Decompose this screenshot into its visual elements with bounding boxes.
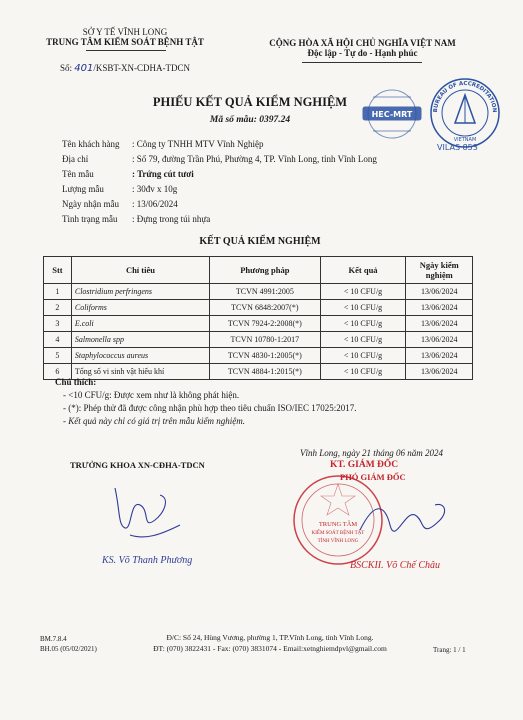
cell-result: < 10 CFU/g [320,364,406,380]
notes [55,376,356,428]
sign-date: Vĩnh Long, ngày 21 tháng 06 năm 2024 [300,448,443,458]
form-info [40,634,97,654]
info-value: : Công ty TNHH MTV Vĩnh Nghiệp [132,138,264,149]
col-header-date: Ngày kiểm nghiệm [406,257,473,284]
info-value: : 13/06/2024 [132,198,178,209]
info-value: : Đựng trong túi nhựa [132,213,211,224]
notes-title: Chú thích: [55,377,97,387]
stamp-line: TỈNH VĨNH LONG [317,539,359,544]
national-motto: Độc lập - Tự do - Hạnh phúc [307,48,418,58]
info-label: Ngày nhận mẫu [62,198,119,209]
info-label: Tên mẫu [62,168,94,179]
col-header-indicator: Chỉ tiêu [71,257,209,284]
cell-stt: 2 [44,300,72,316]
vilas-code: VILAS 853 [437,143,478,152]
info-value: : 30đv x 10g [132,183,178,194]
cell-date: 13/06/2024 [406,284,473,300]
ministry-name: SỞ Y TẾ VĨNH LONG [82,27,168,37]
header-left [40,27,210,47]
left-signature [100,480,190,550]
info-label: Địa chỉ [62,153,89,164]
cell-method: TCVN 6848:2007(*) [210,300,321,316]
cell-indicator: Staphylococcus aureus [71,348,209,364]
table-header-row [44,257,473,284]
cell-indicator: Clostridium perfringens [71,284,209,300]
info-label: Tên khách hàng [62,138,120,149]
info-sample-name [62,166,482,181]
table-row [44,300,473,316]
results-table [43,256,473,380]
cell-date: 13/06/2024 [406,364,473,380]
info-received-date [62,196,482,211]
col-header-stt: Stt [44,257,72,284]
cell-stt: 1 [44,284,72,300]
stamp-line: TRUNG TÂM [318,521,358,528]
cell-stt: 3 [44,316,72,332]
cell-result: < 10 CFU/g [320,332,406,348]
accreditation-arc-text: BUREAU OF ACCREDITATION [432,80,498,113]
left-signer-name: KS. Võ Thanh Phương [102,555,193,566]
cell-indicator: Salmonella spp [71,332,209,348]
cell-indicator: E.coli [71,316,209,332]
cell-method: TCVN 7924-2:2008(*) [210,316,321,332]
cell-indicator: Tổng số vi sinh vật hiếu khí [71,364,209,380]
cell-date: 13/06/2024 [406,348,473,364]
info-value: : Trứng cút tươi [132,168,194,179]
cell-stt: 4 [44,332,72,348]
cell-result: < 10 CFU/g [320,300,406,316]
cell-stt: 6 [44,364,72,380]
cell-indicator: Coliforms [71,300,209,316]
table-row [44,316,473,332]
republic-name: CỘNG HÒA XÃ HỘI CHỦ NGHĨA VIỆT NAM [269,38,456,48]
info-address [62,151,482,166]
sample-info [62,136,482,226]
col-header-result: Kết quả [320,257,406,284]
reference-number [60,63,190,74]
cell-method: TCVN 4991:2005 [210,284,321,300]
cell-result: < 10 CFU/g [320,348,406,364]
footer-address: Đ/C: Số 24, Hùng Vương, phường 1, TP.Vĩnh Long, tỉnh Vĩnh Long. [166,633,374,642]
form-version: BH.05 (05/02/2021) [40,645,97,653]
info-quantity [62,181,482,196]
cell-method: TCVN 4830-1:2005(*) [210,348,321,364]
info-condition [62,211,482,226]
cell-result: < 10 CFU/g [320,284,406,300]
results-heading: KẾT QUẢ KIỂM NGHIỆM [199,236,321,247]
svg-text:HEC-MRT: HEC-MRT [371,110,413,119]
right-signer-title: PHÓ GIÁM ĐỐC [340,472,406,482]
right-signer-kt: KT. GIÁM ĐỐC [330,460,399,470]
note-line: - <10 CFU/g: Được xem như là không phát hiện. [63,390,240,400]
hec-mrt-logo [353,85,431,143]
table-row [44,332,473,348]
ref-prefix: Số: [60,63,73,73]
sample-code: Mã số mẫu: 0397.24 [209,115,291,125]
note-line: - (*): Phép thử đã được công nhận phù hợp theo tiêu chuẩn ISO/IEC 17025:2017. [63,403,357,413]
header-right [255,38,470,58]
left-signer-title: TRƯỞNG KHOA XN-CĐHA-TDCN [70,460,205,470]
note-line: - Kết quả này chỉ có giá trị trên mẫu kiểm nghiệm. [63,416,245,426]
footer-contact [140,632,400,654]
info-customer [62,136,482,151]
page-number: Trang: 1 / 1 [433,646,466,654]
vietnam-label: VIETNAM [453,137,477,143]
ref-suffix: /KSBT-XN-CDHA-TDCN [93,63,191,73]
right-signature [350,490,460,550]
header-left-underline [86,50,166,51]
cell-stt: 5 [44,348,72,364]
form-code: BM.7.8.4 [40,635,67,643]
cell-date: 13/06/2024 [406,316,473,332]
right-signer-name: BSCKII. Võ Chế Châu [350,560,440,571]
motto-underline [302,62,422,63]
table-row [44,348,473,364]
center-name: TRUNG TÂM KIỂM SOÁT BỆNH TẬT [46,37,204,47]
stamp-line: KIỂM SOÁT BỆNH TẬT [311,531,365,536]
cell-date: 13/06/2024 [406,300,473,316]
col-header-method: Phương pháp [210,257,321,284]
info-label: Lượng mẫu [62,183,104,194]
cell-result: < 10 CFU/g [320,316,406,332]
info-label: Tình trạng mẫu [62,213,118,224]
document-title: PHIẾU KẾT QUẢ KIỂM NGHIỆM [152,95,348,109]
cell-method: TCVN 4884-1:2015(*) [210,364,321,380]
ref-handwritten-number: 401 [74,63,94,74]
info-value: : Số 79, đường Trần Phú, Phường 4, TP. Vĩnh Long, tỉnh Vĩnh Long [132,153,377,164]
cell-date: 13/06/2024 [406,332,473,348]
cell-method: TCVN 10780-1:2017 [210,332,321,348]
footer-phone-email: ĐT: (070) 3822431 - Fax: (070) 3831074 - Email:xetnghiemdpvl@gmail.com [153,644,387,653]
table-row [44,284,473,300]
